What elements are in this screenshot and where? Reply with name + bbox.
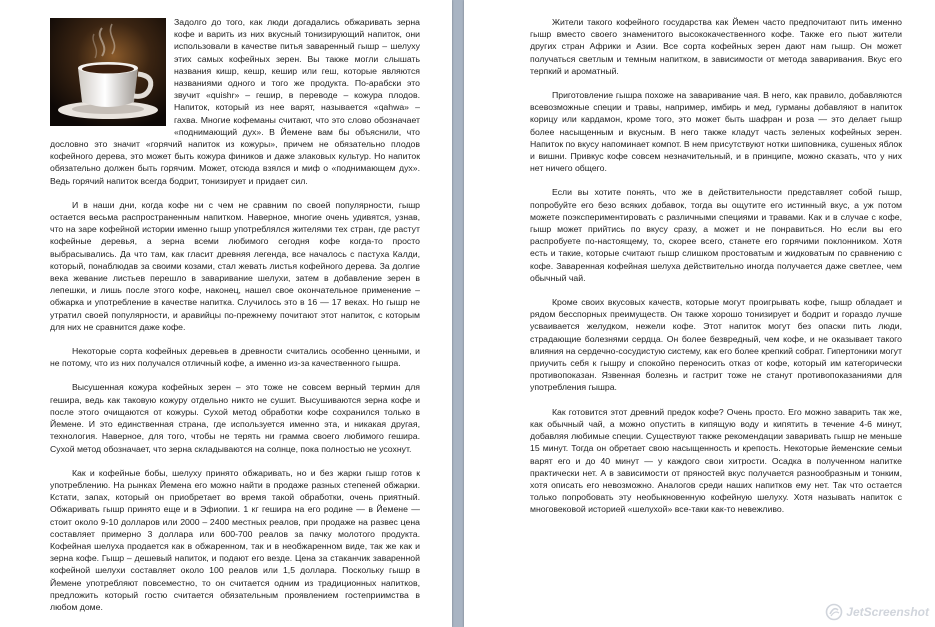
paragraph: Приготовление гышра похоже на заваривание чая. В него, как правило, добавляются всевозможные специи и травы, например, имбирь и мед, гурманы добавляют в напиток корицу или кардамон, кроме того, это может быть шафран и роза — это делает гышр более насыщенным и вкусным. В него также кладут часть зеленых кофейных зерен. Напиток по вкусу напоминает компот. В нем присутствуют нотки шиповника, сушеных яблок и вишни. Привкус кофе совсем незначительный, и в принципе, можно сказать, что у них нет ничего общего.	[530, 90, 902, 174]
document-page-right[interactable]	[464, 0, 935, 627]
document-page-left[interactable]	[0, 0, 452, 627]
paragraph: Как и кофейные бобы, шелуху принято обжаривать, но и без жарки гышр готов к употреблению. На рынках Йемена его можно найти в продаже разных степеней обжарки. Кстати, запах, который он приобретает во время такой обработки, очень приятный. Обжаривать гышр принято еще и в Эфиопии. 1 кг гешира на его родине — в Йемене — стоит около 9-10 долларов или 2000 – 2400 местных реалов, при продаже на развес цена составляет примерно 3 доллара или 600-700 реалов за пачку молотого продукта. Кофейная шелуха продается как в обжаренном, так и в необжаренном виде, так же как и зерна кофе. Гышр – дешевый напиток, и подают его везде. Цена за стаканчик заваренной кофейной шелухи составляет около 100 реалов или 1,5 доллара. Поскольку гышр в Йемене употребляют повсеместно, то он считается одним из традиционных напитков, предложить который гостю считается обязательным проявлением гостеприимства в любом доме.	[50, 467, 420, 612]
coffee-cup-photo	[50, 18, 166, 126]
jetscreenshot-watermark	[825, 603, 929, 621]
paragraph: Как готовится этот древний предок кофе? Очень просто. Его можно заварить так же, как обычный чай, а можно опустить в кипящую воду и кипятить в течение 4-6 минут, добавляя любимые специи. Существуют также рекомендации заваривать гышр не меньше 15 минут. Тогда он обретает свою насыщенность и крепость. Некоторые йеменские семьи варят его и до 40 минут — у каждого свои хитрости. Осадка в полученном напитке практически нет. А в зависимости от пряностей вкус получается разнообразным и тонким, хотя описать его невозможно. Аналогов среди наших напитков ему нет. Так что остается только попробовать эту необыкновенную кофейную шелуху. Хотя называть напиток с многовековой историей «шелухой» все-таки как-то невежливо.	[530, 406, 902, 515]
paragraph: Если вы хотите понять, что же в действительности представляет собой гышр, попробуйте его безо всяких добавок, тогда вы ощутите его истинный вкус, а уж потом можете поэкспериментировать с различными специями и травами. Как и в случае с кофе, гышр может прийтись по вкусу сразу, а может и не понравиться. Но если вы его распробуете по-настоящему, то, скорее всего, станете его горячими поклонником. Хотя есть и такие, которые считают гышр слишком простоватым и жидковатым по сравнению с кофе. Заваренная кофейная шелуха действительно иногда получается даже светлее, чем обычный чай.	[530, 187, 902, 283]
paragraph: Высушенная кожура кофейных зерен – это тоже не совсем верный термин для гешира, ведь как таковую кожуру отдельно никто не сушит. Высушиваются зерна кофе и после этого очищаются от кожуры. Сухой метод обработки кофе сохранился только в Йемене. И это единственная страна, где используется именно эта, и никакая другая, технология. Наверное, для того, чтобы не терять ни грамма своего любимого гешира. Сухой метод обозначает, что зерна складываются на солнце, пока полностью не усохнут.	[50, 382, 420, 454]
page-right-body	[530, 16, 902, 528]
paragraph: Кроме своих вкусовых качеств, которые могут проигрывать кофе, гышр обладает и рядом бесспорных преимуществ. Он также хорошо тонизирует и бодрит и гораздо лучше усваивается желудком, нежели кофе. Этот напиток могут без опаски пить люди, страдающие болезнями сердца. Он более безвредный, чем кофе, и не оказывает такого влияния на сердечно-сосудистую систему, как его более крепкий собрат. Гипертоники могут приучить себя к гышру и спокойно переносить отказ от кофе, который им категорически противопоказан. Язвенная болезнь и гастрит тоже не станут противопоказаниями для употребления гышра.	[530, 297, 902, 393]
paragraph: Задолго до того, как люди догадались обжаривать зерна кофе и варить из них вкусный тонизирующий напиток, они использовали в качестве питья заваренный гышр – шелуху этих самых кофейных зерен. Вы также могли слышать названия кишр, кешр, кешир или геш, которые являются названиями одного и того же продукта. По-арабски это звучит «quishr» – гешир, в переводе – кожура плодов. Напиток, который из нее варят, называется «qahwa» – гахва. Многие кофеманы считают, что это слово обозначает «поднимающий дух». В Йемене вам бы объяснили, что дословно это значит «горячий напиток из кожуры», причем не обязательно плодов кофейного дерева, это может быть кожура фиников и даже злаковых культур. Но напиток обязательно должен быть горячим. Может, отсюда взялся и миф о «поднимающем дух». Ведь горячий напиток всегда бодрит, тонизирует и придает сил.	[50, 17, 420, 186]
watermark-text: JetScreenshot	[846, 605, 929, 619]
paragraph: Некоторые сорта кофейных деревьев в древности считались особенно ценными, и не потому, что из них получался отличный кофе, а именно из-за качественного гышра.	[50, 346, 420, 369]
page-left-body	[50, 16, 420, 625]
paragraph: И в наши дни, когда кофе ни с чем не сравним по своей популярности, гышр остается весьма распространенным напитком. Наверное, многие очень удивятся, узнав, что на заре кофейной истории именно гышр употреблялся жителями тех стран, где растут кофейные деревья, а зерна всеми любимого сегодня кофе когда-то просто выбрасывались. Да что там, как гласит древняя легенда, все началось с пастуха Калди, который, понаблюдав за своими козами, стал жевать листья кофейного дерева. За долгие века жевание листьев перешло в заваривание шелухи, затем в добавление зерен в лепешки, и лишь после этого кофе, наконец, нашел свое окончательное применение – обжарка и употребление в качестве напитка. Случилось это в 16 — 17 веках. Но гышр не утратил своей популярности, и аравийцы по-прежнему почитают этот напиток, с которым для них не сравнится даже кофе.	[50, 199, 420, 332]
paragraph: Жители такого кофейного государства как Йемен часто предпочитают пить именно гышр вместо своего знаменитого высококачественного кофе. Также его пьют жители других стран Африки и Азии. Все сорта кофейных зерен дают нам гышр. Он может получаться светлым и темным напитком, в зависимости от метода заваривания. Вкус его терпкий и ароматный.	[530, 17, 902, 76]
jetscreenshot-logo-icon	[825, 603, 843, 621]
